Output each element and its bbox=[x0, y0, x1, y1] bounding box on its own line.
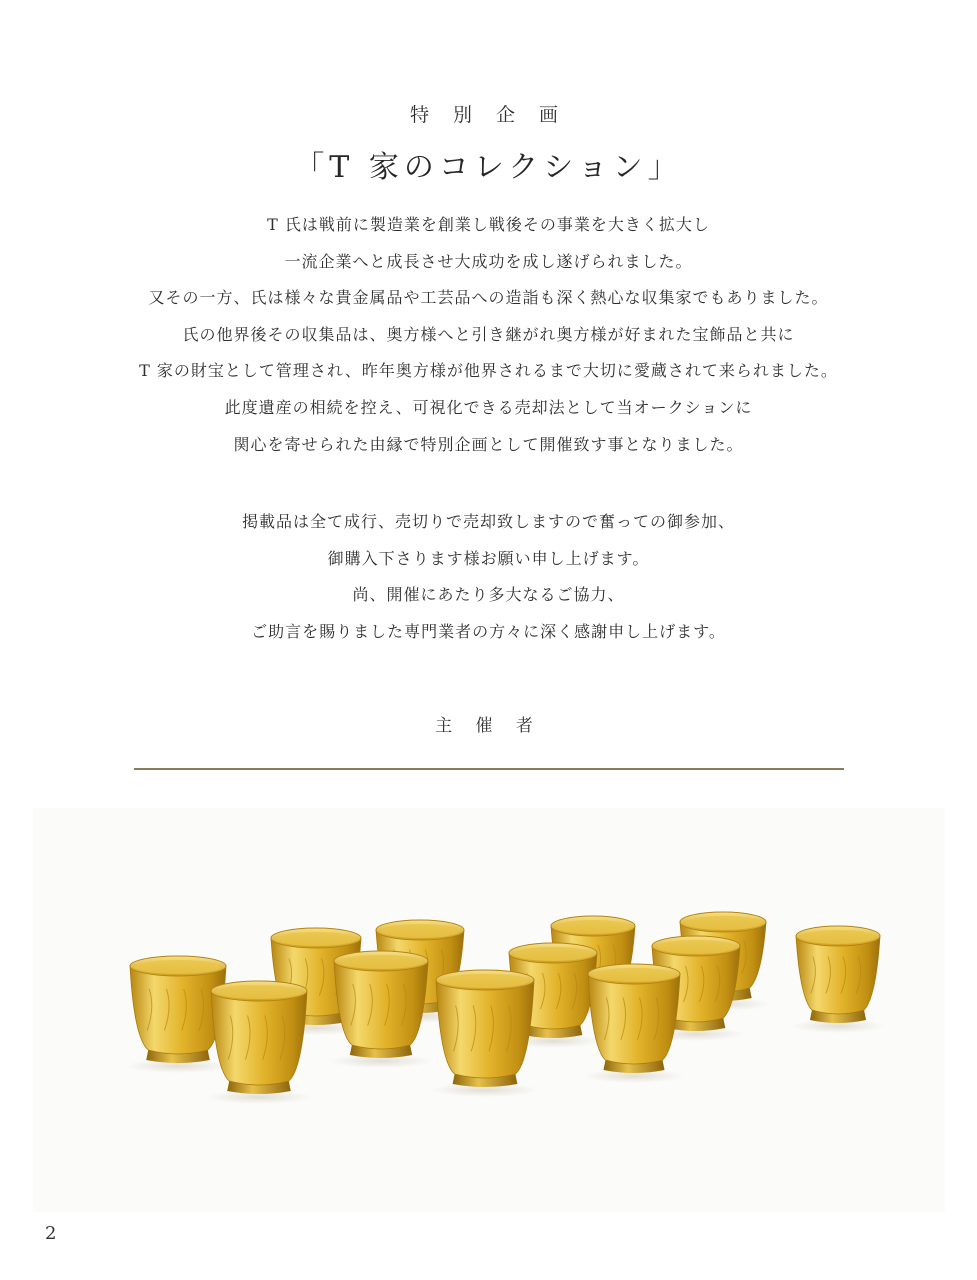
closing-line: 御購入下さります様お願い申し上げます。 bbox=[327, 548, 650, 568]
intro-line: 此度遺産の相続を控え、可視化できる売却法として当オークションに bbox=[224, 397, 753, 417]
gold-cup bbox=[792, 926, 884, 1033]
intro-line: 氏の他界後その収集品は、奥方様へと引き継がれ奥方様が好まれた宝飾品と共に bbox=[182, 324, 795, 344]
intro-line: 関心を寄せられた由縁で特別企画として開催致す事となりました。 bbox=[233, 434, 744, 454]
gold-cup bbox=[583, 964, 684, 1083]
gold-cups-photo bbox=[33, 808, 945, 1212]
intro-line: T 家の財宝として管理され、昨年奥方様が他界されるまで大切に愛蔵されて来られました。 bbox=[139, 361, 838, 381]
gold-cups-illustration bbox=[33, 808, 945, 1212]
intro-line: 一流企業へと成長させ大成功を成し遂げられました。 bbox=[284, 251, 693, 271]
intro-line: T 氏は戦前に製造業を創業し戦後その事業を大きく拡大し bbox=[267, 215, 710, 234]
page-number: 2 bbox=[45, 1223, 57, 1244]
divider-rule bbox=[134, 768, 844, 770]
page-title: 「T 家のコレクション」 bbox=[294, 150, 683, 185]
gold-cup bbox=[206, 981, 312, 1104]
closing-line: 掲載品は全て成行、売切りで売却致しますので奮っての御参加、 bbox=[241, 512, 735, 531]
intro-paragraph bbox=[0, 207, 977, 463]
closing-line: ご助言を賜りました専門業者の方々に深く感謝申し上げます。 bbox=[251, 621, 726, 641]
gold-cup bbox=[329, 951, 432, 1068]
closing-line: 尚、開催にあたり多大なるご協力、 bbox=[352, 585, 625, 605]
intro-line: 又その一方、氏は様々な貴金属品や工芸品への造詣も深く熱心な収集家でもありました。 bbox=[148, 288, 829, 308]
organizer-signature: 主 催 者 bbox=[435, 716, 542, 736]
closing-paragraph bbox=[0, 504, 977, 650]
gold-cup bbox=[431, 970, 539, 1097]
special-feature-label: 特 別 企 画 bbox=[409, 104, 568, 126]
